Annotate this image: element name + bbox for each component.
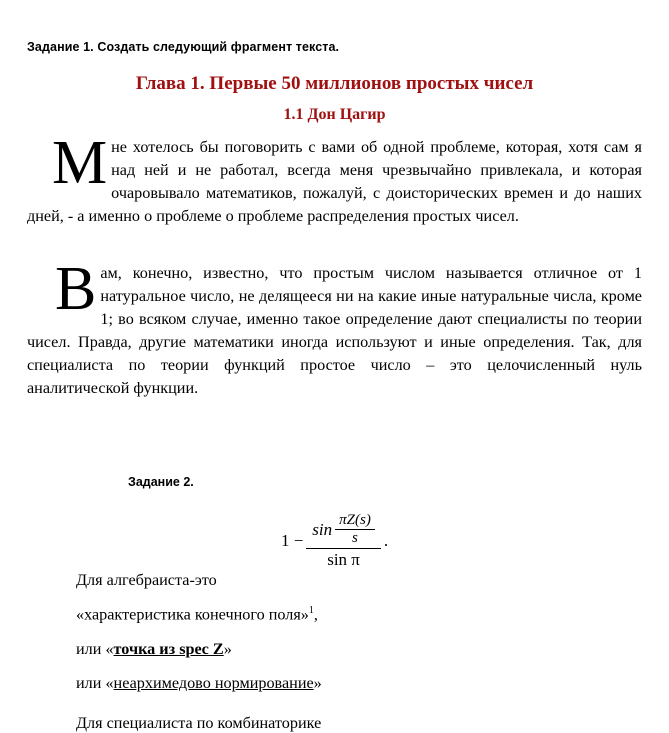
formula-row [281,512,388,570]
math-formula [0,512,669,570]
dropcap-letter-1: М [52,129,108,197]
task-2-heading: Задание 2. [128,475,194,489]
formula-numerator [306,512,381,549]
task-1-heading: Задание 1. Создать следующий фрагмент текста. [27,40,340,54]
formula-inner-denominator: s [352,530,358,546]
definition-list [76,572,322,709]
formula-numerator-sin: sin [312,519,333,539]
list-line-4-suffix: » [313,674,322,692]
formula-inner-numerator: πZ(s) [335,512,375,530]
list-line-2-text: «характеристика конечного поля» [76,605,309,624]
list-item [76,606,322,623]
paragraph-2 [27,255,642,400]
paragraph-2-text: ам, конечно, известно, что простым числом называется отличное от 1 натуральное число, не делящееся ни на какие иные натуральные числа, кроме 1; во всяком случае, именно такое определение дают специалисты по теории чисел. Правда, другие математики иногда используют и иные определения. Так, для специалиста по теории функций простое число – это целочисленный нуль аналитической функции. [27,264,642,397]
section-title: 1.1 Дон Цагир [283,106,386,123]
list-item [76,641,322,657]
list-line-4-prefix: или « [76,674,114,692]
paragraph-1 [27,129,642,228]
formula-fraction [306,512,381,570]
formula-inner-fraction [335,512,375,547]
list-line-2-tail: , [313,605,318,624]
list-line-3-suffix: » [223,639,232,658]
paragraph-1-text: не хотелось бы поговорить с вами об одной проблеме, которая, хотя сам я над ней и не работал, всегда меня чрезвычайно привлекала, и которая очаровывало математиков, пожалуй, с доисторических времен и до наших дней, - а именно о проблеме о проблеме распределения простых чисел. [27,138,642,225]
list-line-3-underlined: точка из spec Z [113,639,224,658]
clipped-next-line: Для специалиста по комбинаторике [76,714,322,732]
list-item [76,675,322,691]
footnote-marker: 1 [308,605,314,617]
list-line-4-underlined: неархимедово нормирование [113,674,314,692]
chapter-title: Глава 1. Первые 50 миллионов простых чисел [135,73,534,94]
dropcap-letter-2: В [55,255,97,323]
formula-denominator: sin π [327,550,360,569]
formula-lead: 1 − [280,531,304,550]
list-item [76,572,322,588]
list-line-3-prefix: или « [76,639,114,658]
formula-trailing-period: . [383,531,389,550]
list-line-1: Для алгебраиста-это [76,571,217,589]
